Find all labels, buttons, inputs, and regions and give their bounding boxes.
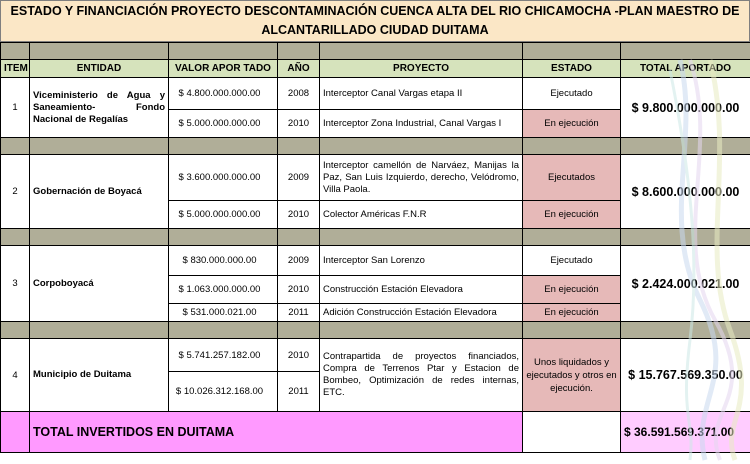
estado-cell: Ejecutados [523, 155, 621, 201]
estado-cell: Ejecutado [523, 78, 621, 110]
anio-cell: 2010 [278, 110, 320, 138]
table-row [1, 78, 750, 110]
table-row [1, 339, 750, 372]
valor-cell: $ 5.000.000.000.00 [169, 110, 278, 138]
header-anio: AÑO [278, 60, 320, 78]
header-total: TOTAL APORTADO [621, 60, 750, 78]
valor-cell: $ 3.600.000.000.00 [169, 155, 278, 201]
entidad-cell: Corpoboyacá [30, 246, 169, 322]
table-row [1, 246, 750, 276]
total-cell: $ 9.800.000.000.00 [621, 78, 750, 138]
separator-row [1, 229, 750, 246]
proyecto-cell: Colector Américas F.N.R [320, 201, 523, 229]
estado-cell: En ejecución [523, 276, 621, 304]
valor-cell: $ 4.800.000.000.00 [169, 78, 278, 110]
total-cell: $ 2.424.000.021.00 [621, 246, 750, 322]
entidad-cell: Viceministerio de Agua y Saneamiento- Fondo Nacional de Regalías [30, 78, 169, 138]
total-cell: $ 8.600.000.000.00 [621, 155, 750, 229]
item-number: 3 [1, 246, 30, 322]
estado-cell: En ejecución [523, 201, 621, 229]
anio-cell: 2009 [278, 246, 320, 276]
separator-row [1, 322, 750, 339]
item-number: 1 [1, 78, 30, 138]
anio-cell: 2010 [278, 276, 320, 304]
estado-cell: En ejecución [523, 110, 621, 138]
valor-cell: $ 5.000.000.000.00 [169, 201, 278, 229]
anio-cell: 2010 [278, 339, 320, 372]
valor-cell: $ 1.063.000.000.00 [169, 276, 278, 304]
entidad-cell: Municipio de Duitama [30, 339, 169, 412]
header-estado: ESTADO [523, 60, 621, 78]
header-row [1, 60, 750, 78]
entidad-cell: Gobernación de Boyacá [30, 155, 169, 229]
item-number: 4 [1, 339, 30, 412]
header-item: ITEM [1, 60, 30, 78]
proyecto-cell: Interceptor Canal Vargas etapa II [320, 78, 523, 110]
valor-cell: $ 5.741.257.182.00 [169, 339, 278, 372]
header-entidad: ENTIDAD [30, 60, 169, 78]
anio-cell: 2010 [278, 201, 320, 229]
separator-row [1, 138, 750, 155]
financing-table [0, 42, 750, 453]
grand-total: $ 36.591.569.371.00 [621, 412, 750, 453]
sheet-title: ESTADO Y FINANCIACIÓN PROYECTO DESCONTAMINACIÓN CUENCA ALTA DEL RIO CHICAMOCHA -PLAN MAESTRO DE ALCANTARILLADO CIUDAD DUITAMA [0, 0, 750, 42]
total-cell: $ 15.767.569.350.00 [621, 339, 750, 412]
item-number: 2 [1, 155, 30, 229]
proyecto-cell: Interceptor Zona Industrial, Canal Vargas I [320, 110, 523, 138]
total-label: TOTAL INVERTIDOS EN DUITAMA [30, 412, 523, 453]
total-blank-cell [1, 412, 30, 453]
proyecto-cell: Interceptor camellón de Narváez, Manijas la Paz, San Luis Izquierdo, derecho, Velódromo, Villa Paola. [320, 155, 523, 201]
proyecto-cell: Interceptor San Lorenzo [320, 246, 523, 276]
proyecto-cell: Construcción Estación Elevadora [320, 276, 523, 304]
valor-cell: $ 830.000.000.00 [169, 246, 278, 276]
header-proyecto: PROYECTO [320, 60, 523, 78]
proyecto-cell: Contrapartida de proyectos financiados, Compra de Terrenos Ptar y Estacion de Bombeo, Optimización de redes internas, ETC. [320, 339, 523, 412]
valor-cell: $ 10.026.312.168.00 [169, 372, 278, 412]
proyecto-cell: Adición Construcción Estación Elevadora [320, 304, 523, 322]
header-valor: VALOR APOR TADO [169, 60, 278, 78]
anio-cell: 2011 [278, 372, 320, 412]
total-empty-cell [523, 412, 621, 453]
estado-cell: En ejecución [523, 304, 621, 322]
anio-cell: 2008 [278, 78, 320, 110]
anio-cell: 2011 [278, 304, 320, 322]
estado-cell: Unos liquidados y ejecutados y otros en ejecución. [523, 339, 621, 412]
anio-cell: 2009 [278, 155, 320, 201]
valor-cell: $ 531.000.021.00 [169, 304, 278, 322]
separator-row [1, 43, 750, 60]
total-row [1, 412, 750, 453]
table-row [1, 155, 750, 201]
estado-cell: Ejecutado [523, 246, 621, 276]
